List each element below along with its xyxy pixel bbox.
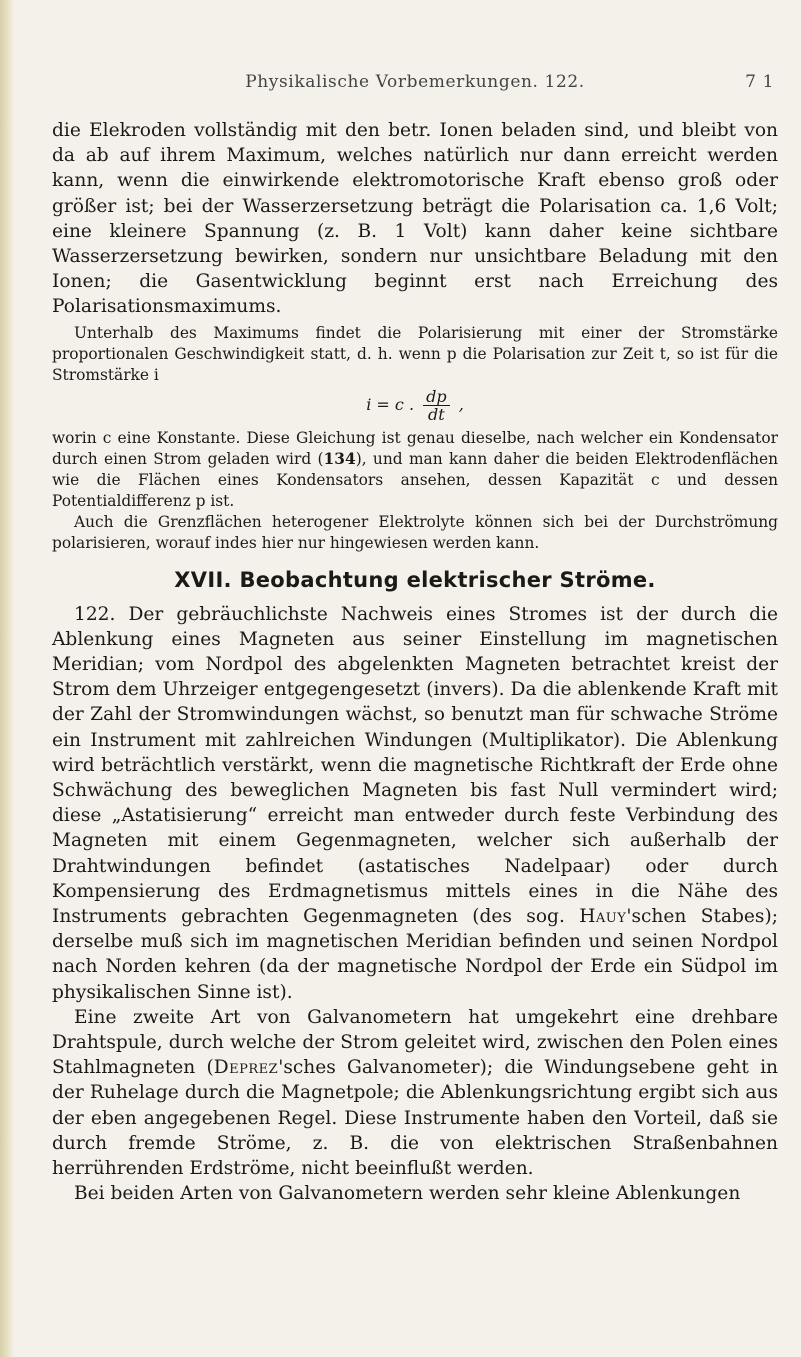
formula-trail: , [458,394,464,414]
galvanometer-text-start: Eine zweite Art von Galvanometern hat umgekehrt eine drehbare Drahtspule, durch welche der Strom geleitet wird, zwischen den Polen eines Stahlmagneten ( [52,1006,778,1079]
kondensator-text-end: ), und man kann daher die beiden Elektrodenflächen wie die Flächen eines Kondensators ansehen, dessen Kapazität c und dessen Potentialdifferenz p ist. [52,449,779,510]
paragraph-number: 122. [74,603,116,625]
paragraph-polarisation: die Elekroden vollständig mit den betr. Ionen beladen sind, und bleibt von da ab auf ihrem Maximum, welches natürlich nur dann erreicht werden kann, wenn die einwirkende elektromotorische Kraft ebenso groß oder größer ist; bei der Wasserzersetzung beträgt die Polarisation ca. 1,6 Volt; eine kleinere Spannung (z. B. 1 Volt) kann daher keine sichtbare Wasserzersetzung bewirken, sondern nur unsichtbare Beladung mit den Ionen; die Gasentwicklung beginnt erst nach Erreichung des Polarisationsmaximums. [52,120,778,318]
small-paragraph-kondensator [52,428,778,512]
galvanometer-text-end: 'sches Galvanometer); die Windungsebene geht in der Ruhelage durch die Magnetpole; die Ablenkungsrichtung ergibt sich aus der eben angegebenen Regel. Diese Instrumente haben den Vorteil, daß sie durch fremde Ströme, z. B. die von elektrischen Straßenbahnen herrührenden Erdströme, nicht beeinflußt werden. [52,1057,778,1180]
person-name-hauy: Hauy [579,906,627,928]
kondensator-text-start: worin c eine Konstante. Diese Gleichung ist genau dieselbe, nach welcher ein Kondensator durch einen Strom geladen wird ( [52,428,778,468]
paragraph-ablenkungen: Bei beiden Arten von Galvanometern werden sehr kleine Ablenkungen [74,1183,741,1205]
formula-current [52,388,778,424]
small-paragraph-polarisierung: Unterhalb des Maximums findet die Polarisierung mit einer der Stromstärke proportionalen Geschwindigkeit statt, d. h. wenn p die Polarisation zur Zeit t, so ist für die Stromstärke i [52,323,778,384]
formula-numerator: dp [423,388,449,406]
formula-left: i = c . [366,394,415,414]
paragraph-galvanometer [52,1005,778,1181]
page-number: 7 1 [745,72,774,92]
formula-fraction [423,388,449,423]
running-header [52,66,778,96]
person-name-deprez: Deprez [213,1057,279,1079]
paragraph-122 [52,602,778,1005]
page-binding-edge [0,0,14,1357]
paragraph-122-end: 'schen Stabes); derselbe muß sich im magnetischen Meridian befinden und seinen Nordpol nach Norden kehren (da der magnetische Nordpol der Erde ein Südpol im physikalischen Sinne ist). [52,906,778,1003]
cross-reference: 134 [323,449,356,468]
small-paragraph-grenzflaechen: Auch die Grenzflächen heterogener Elektrolyte können sich bei der Durchströmung polarisieren, worauf indes hier nur hingewiesen werden kann. [52,512,778,552]
paragraph-122-text: Der gebräuchlichste Nachweis eines Stromes ist der durch die Ablenkung eines Magneten aus seiner Einstellung im magnetischen Meridian; vom Nordpol des abgelenkten Magneten betrachtet kreist der Strom dem Uhrzeiger entgegengesetzt (invers). Da die ablenkende Kraft mit der Zahl der Stromwindungen wächst, so benutzt man für schwache Ströme ein Instrument mit zahlreichen Windungen (Multiplikator). Die Ablenkung wird beträchtlich verstärkt, wenn die magnetische Richtkraft der Erde ohne Schwächung des beweglichen Magneten bis fast Null vermindert wird; diese „Astatisierung“ erreicht man entweder durch feste Verbindung des Magneten mit einem Gegenmagneten, welcher sich außerhalb der Drahtwindungen befindet (astatisches Nadelpaar) oder durch Kompensierung des Erdmagnetismus mittels eines in die Nähe des Instruments gebrachten Gegenmagneten (des sog. [52,603,778,928]
section-heading: XVII. Beobachtung elektrischer Ströme. [174,567,656,592]
formula-denominator: dt [428,404,445,424]
book-page [52,66,778,1207]
header-title: Physikalische Vorbemerkungen. 122. [245,72,585,92]
